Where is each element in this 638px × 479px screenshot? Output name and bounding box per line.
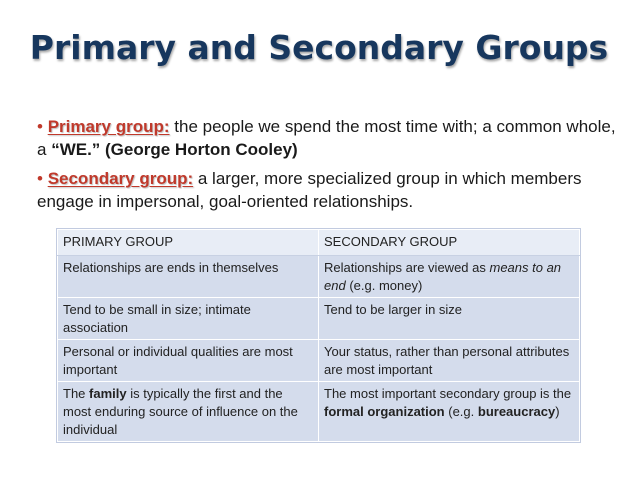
secondary-group-term: Secondary group: bbox=[47, 169, 194, 188]
comparison-table bbox=[57, 229, 580, 442]
cell-secondary bbox=[319, 256, 580, 298]
header-secondary-group: SECONDARY GROUP bbox=[319, 230, 580, 256]
table-row bbox=[58, 256, 580, 298]
table-header-row bbox=[58, 230, 580, 256]
primary-group-we: “WE.” (George Horton Cooley) bbox=[51, 140, 298, 159]
cell-primary bbox=[58, 382, 319, 442]
cell-emphasis: means to an end bbox=[324, 260, 562, 293]
cell-text: (e.g. money) bbox=[345, 278, 423, 293]
cell-text: (e.g. bbox=[444, 404, 478, 419]
table-row bbox=[58, 340, 580, 382]
cell-bold: formal organization bbox=[324, 404, 445, 419]
primary-group-definition bbox=[37, 115, 627, 161]
cell-secondary: Tend to be larger in size bbox=[319, 298, 580, 340]
bullet-marker: • bbox=[37, 169, 43, 188]
cell-text: The most important secondary group is the bbox=[324, 386, 572, 401]
primary-group-term: Primary group: bbox=[47, 117, 170, 136]
cell-secondary bbox=[319, 382, 580, 442]
cell-text: Relationships are viewed as bbox=[324, 260, 490, 275]
cell-primary: Relationships are ends in themselves bbox=[58, 256, 319, 298]
header-primary-group: PRIMARY GROUP bbox=[58, 230, 319, 256]
table-row bbox=[58, 298, 580, 340]
slide-title: Primary and Secondary Groups bbox=[29, 28, 609, 67]
cell-text: The bbox=[63, 386, 90, 401]
primary-group-text: the people we spend the most time with; a common whole, a bbox=[37, 117, 616, 159]
table-row bbox=[58, 382, 580, 442]
bullet-marker: • bbox=[37, 117, 43, 136]
cell-text: ) bbox=[555, 404, 560, 419]
cell-primary: Tend to be small in size; intimate association bbox=[58, 298, 319, 340]
cell-bold: bureaucracy bbox=[477, 404, 556, 419]
cell-primary: Personal or individual qualities are most important bbox=[58, 340, 319, 382]
cell-secondary: Your status, rather than personal attributes are most important bbox=[319, 340, 580, 382]
cell-text: is typically the first and the most enduring source of influence on the individual bbox=[63, 386, 298, 437]
cell-bold: family bbox=[89, 386, 127, 401]
secondary-group-text: a larger, more specialized group in which members engage in impersonal, goal-oriented relationships. bbox=[37, 169, 582, 211]
secondary-group-definition bbox=[37, 167, 627, 213]
